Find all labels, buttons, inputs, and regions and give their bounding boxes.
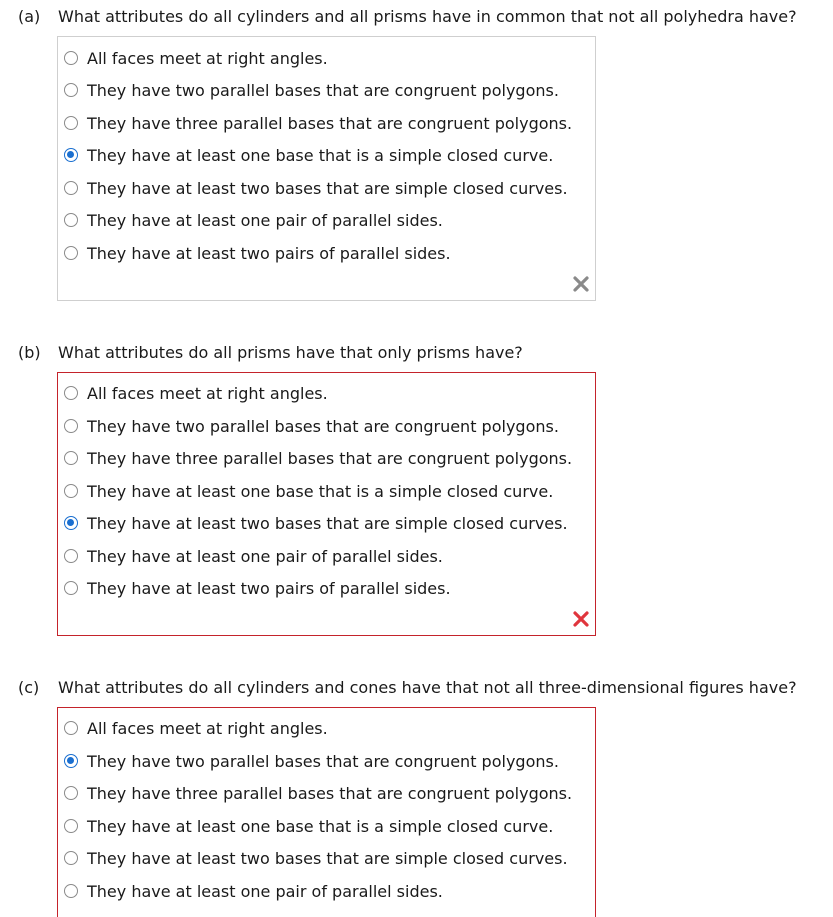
question-letter: (a) xyxy=(18,7,41,26)
option-a-2[interactable] xyxy=(64,111,572,135)
radio-button[interactable] xyxy=(64,484,78,498)
radio-button[interactable] xyxy=(64,581,78,595)
option-label: They have at least two bases that are simple closed curves. xyxy=(87,848,568,868)
radio-button[interactable] xyxy=(64,386,78,400)
answer-box-a xyxy=(57,36,596,301)
radio-button[interactable] xyxy=(64,83,78,97)
option-b-2[interactable] xyxy=(64,446,572,470)
option-b-5[interactable] xyxy=(64,544,443,568)
option-b-6[interactable] xyxy=(64,576,451,600)
option-a-3[interactable] xyxy=(64,143,553,167)
option-a-6[interactable] xyxy=(64,241,451,265)
x-mark-gray-icon xyxy=(572,275,590,293)
option-b-1[interactable] xyxy=(64,414,559,438)
radio-button[interactable] xyxy=(64,819,78,833)
option-label: They have three parallel bases that are congruent polygons. xyxy=(87,783,573,803)
option-a-1[interactable] xyxy=(64,78,559,102)
radio-button[interactable] xyxy=(64,786,78,800)
question-letter: (c) xyxy=(18,678,40,697)
option-label: They have three parallel bases that are congruent polygons. xyxy=(87,448,573,468)
question-text: What attributes do all cylinders and all prisms have in common that not all polyhedra have? xyxy=(58,7,797,26)
radio-button[interactable] xyxy=(64,516,78,530)
option-b-4[interactable] xyxy=(64,511,568,535)
radio-button[interactable] xyxy=(64,419,78,433)
question-b-header xyxy=(18,343,523,363)
option-label: They have two parallel bases that are congruent polygons. xyxy=(87,416,559,436)
option-c-5[interactable] xyxy=(64,879,443,903)
answer-box-c xyxy=(57,707,596,917)
answer-box-b xyxy=(57,372,596,636)
option-label: They have at least one base that is a simple closed curve. xyxy=(87,481,554,501)
question-text: What attributes do all cylinders and cones have that not all three-dimensional figures have? xyxy=(58,678,797,697)
option-b-3[interactable] xyxy=(64,479,553,503)
option-label: They have at least two pairs of parallel sides. xyxy=(87,243,451,263)
option-label: They have at least two pairs of parallel sides. xyxy=(87,578,451,598)
option-a-0[interactable] xyxy=(64,46,328,70)
option-label: They have at least two bases that are simple closed curves. xyxy=(87,513,568,533)
option-label: All faces meet at right angles. xyxy=(87,383,328,403)
option-c-3[interactable] xyxy=(64,814,553,838)
question-a-header xyxy=(18,7,797,27)
option-label: They have at least one base that is a simple closed curve. xyxy=(87,145,554,165)
radio-button[interactable] xyxy=(64,51,78,65)
option-label: They have two parallel bases that are congruent polygons. xyxy=(87,751,559,771)
option-label: All faces meet at right angles. xyxy=(87,48,328,68)
radio-button[interactable] xyxy=(64,116,78,130)
question-text: What attributes do all prisms have that only prisms have? xyxy=(58,343,523,362)
option-label: They have at least one base that is a simple closed curve. xyxy=(87,816,554,836)
option-label: They have at least one pair of parallel sides. xyxy=(87,210,443,230)
radio-button[interactable] xyxy=(64,451,78,465)
option-label: All faces meet at right angles. xyxy=(87,718,328,738)
radio-button[interactable] xyxy=(64,851,78,865)
x-mark-red-icon xyxy=(572,610,590,628)
option-label: They have at least one pair of parallel sides. xyxy=(87,546,443,566)
radio-button[interactable] xyxy=(64,884,78,898)
radio-button[interactable] xyxy=(64,549,78,563)
radio-button[interactable] xyxy=(64,246,78,260)
radio-button[interactable] xyxy=(64,721,78,735)
option-label: They have at least two bases that are simple closed curves. xyxy=(87,178,568,198)
radio-button[interactable] xyxy=(64,754,78,768)
question-c-header xyxy=(18,678,797,698)
option-c-4[interactable] xyxy=(64,846,568,870)
radio-button[interactable] xyxy=(64,148,78,162)
radio-button[interactable] xyxy=(64,213,78,227)
option-b-0[interactable] xyxy=(64,381,328,405)
option-a-4[interactable] xyxy=(64,176,568,200)
option-label: They have two parallel bases that are congruent polygons. xyxy=(87,80,559,100)
option-a-5[interactable] xyxy=(64,208,443,232)
option-c-0[interactable] xyxy=(64,716,328,740)
radio-button[interactable] xyxy=(64,181,78,195)
option-label: They have three parallel bases that are congruent polygons. xyxy=(87,113,573,133)
option-label: They have at least one pair of parallel sides. xyxy=(87,881,443,901)
option-c-1[interactable] xyxy=(64,749,559,773)
option-c-2[interactable] xyxy=(64,781,572,805)
question-letter: (b) xyxy=(18,343,41,362)
